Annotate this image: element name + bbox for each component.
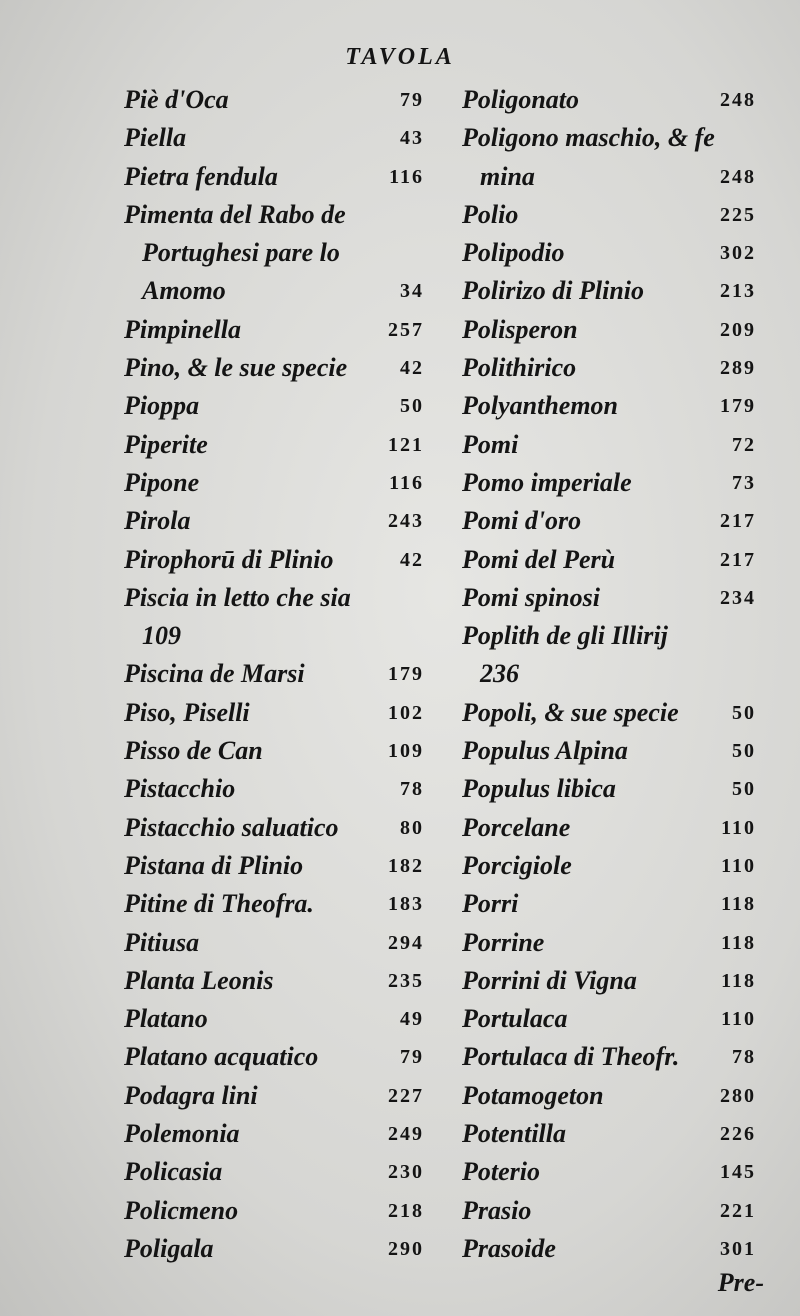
entry-page-number: 217	[720, 510, 756, 533]
entry-name: Policmeno	[124, 1195, 239, 1225]
index-entry	[462, 579, 756, 617]
entry-name: Pioppa	[124, 391, 200, 421]
entry-name: Pitine di Theofra.	[124, 889, 314, 919]
entry-page-number: 213	[720, 280, 756, 303]
index-entry	[462, 464, 756, 502]
entry-page-number: 145	[720, 1161, 756, 1184]
entry-name: Poligonato	[462, 85, 580, 114]
index-entry	[462, 694, 756, 732]
entry-page-number: 78	[732, 1046, 756, 1069]
entry-name: Pipone	[124, 467, 200, 497]
entry-page-number: 217	[720, 548, 756, 571]
entry-name: Porrini di Vigna	[462, 965, 637, 995]
entry-name: Pisso de Can	[124, 736, 263, 766]
entry-name: Poplith de gli Illirij	[462, 621, 668, 651]
entry-name: Poterio	[462, 1157, 540, 1187]
index-entry	[462, 655, 756, 693]
entry-page-number: 290	[388, 1237, 424, 1260]
entry-name: Portulaca di Theofr.	[462, 1042, 680, 1072]
entry-name: Polyanthemon	[462, 391, 619, 421]
index-entry	[124, 579, 424, 617]
entry-name: Populus Alpina	[462, 736, 628, 766]
index-entry	[124, 694, 424, 732]
index-entry	[124, 311, 424, 349]
index-entry	[462, 196, 756, 234]
index-entry	[124, 1230, 424, 1268]
entry-name: Pistacchio	[124, 774, 236, 804]
entry-page-number: 110	[721, 1008, 756, 1031]
entry-name: Podagra lini	[124, 1080, 258, 1110]
index-entry	[124, 1077, 424, 1115]
index-entry	[462, 158, 756, 196]
index-entry	[124, 272, 424, 310]
entry-name: Polio	[462, 199, 519, 229]
entry-page-number: 72	[732, 433, 756, 456]
index-entry	[124, 847, 424, 885]
entry-name: Porcigiole	[462, 850, 572, 880]
entry-name: Piso, Piselli	[124, 697, 250, 727]
index-entry	[462, 234, 756, 272]
entry-page-number: 50	[732, 778, 756, 801]
index-entry	[462, 732, 756, 770]
entry-page-number: 118	[721, 893, 756, 916]
entry-name: Pitiusa	[124, 927, 200, 957]
entry-name: Pietra fendula	[124, 161, 278, 191]
catchword: Pre-	[717, 1268, 764, 1297]
entry-name: Potamogeton	[462, 1080, 604, 1110]
entry-name: Polisperon	[462, 314, 578, 344]
right-index-column	[462, 81, 756, 1268]
entry-page-number: 118	[721, 931, 756, 954]
entry-name: Pistana di Plinio	[124, 850, 304, 880]
entry-name: Pomo imperiale	[462, 467, 632, 497]
index-entry	[124, 885, 424, 923]
entry-page-number: 226	[720, 1123, 756, 1146]
index-entry	[462, 962, 756, 1000]
entry-name: Pomi del Perù	[462, 544, 616, 574]
index-entry	[462, 1077, 756, 1115]
index-entry	[124, 1153, 424, 1191]
page-header: TAVOLA	[345, 44, 455, 70]
index-entry	[462, 541, 756, 579]
entry-page-number: 109	[388, 740, 424, 763]
entry-name: Piscina de Marsi	[124, 659, 305, 689]
index-entry	[462, 1153, 756, 1191]
index-entry	[124, 732, 424, 770]
entry-name: Polirizo di Plinio	[462, 276, 645, 306]
entry-name: Pomi d'oro	[462, 506, 582, 536]
entry-name: 109	[142, 621, 181, 651]
entry-name: Poligono maschio, & fe	[462, 123, 715, 153]
entry-name: Platano	[124, 1004, 208, 1034]
entry-page-number: 209	[720, 318, 756, 341]
entry-name: Pomi spinosi	[462, 582, 600, 612]
index-entry	[462, 119, 756, 157]
index-entry	[124, 81, 424, 119]
entry-page-number: 42	[400, 357, 424, 380]
entry-name: Platano acquatico	[124, 1042, 319, 1072]
index-entry	[124, 349, 424, 387]
entry-name: Piperite	[124, 429, 208, 459]
index-entry	[462, 847, 756, 885]
entry-page-number: 235	[388, 969, 424, 992]
index-entry	[124, 387, 424, 425]
entry-page-number: 49	[400, 1008, 424, 1031]
entry-page-number: 280	[720, 1084, 756, 1107]
index-entry	[124, 541, 424, 579]
index-entry	[124, 924, 424, 962]
entry-page-number: 221	[720, 1199, 756, 1222]
entry-page-number: 50	[732, 740, 756, 763]
entry-name: Piella	[124, 123, 187, 153]
index-entry	[462, 426, 756, 464]
index-entry	[124, 234, 424, 272]
entry-name: mina	[480, 161, 535, 191]
index-entry	[462, 502, 756, 540]
entry-name: Prasoide	[462, 1233, 556, 1263]
entry-name: Pimpinella	[124, 314, 241, 344]
entry-name: Popoli, & sue specie	[462, 697, 679, 727]
index-entry	[124, 196, 424, 234]
entry-page-number: 116	[389, 165, 424, 188]
index-entry	[462, 809, 756, 847]
entry-page-number: 116	[389, 471, 424, 494]
entry-name: Portulaca	[462, 1004, 568, 1034]
entry-name: Pomi	[462, 429, 519, 459]
entry-page-number: 243	[388, 510, 424, 533]
index-entry	[124, 809, 424, 847]
entry-page-number: 50	[400, 395, 424, 418]
entry-name: Pino, & le sue specie	[124, 353, 348, 383]
entry-page-number: 249	[388, 1123, 424, 1146]
entry-page-number: 79	[400, 1046, 424, 1069]
entry-page-number: 225	[720, 203, 756, 226]
entry-name: Piè d'Oca	[124, 85, 229, 114]
index-entry	[462, 617, 756, 655]
index-entry	[124, 1000, 424, 1038]
entry-page-number: 248	[720, 89, 756, 111]
entry-name: Pirophorū di Plinio	[124, 544, 334, 574]
index-entry	[462, 387, 756, 425]
index-entry	[124, 655, 424, 693]
entry-name: Planta Leonis	[124, 965, 274, 995]
entry-page-number: 301	[720, 1237, 756, 1260]
index-entry	[462, 311, 756, 349]
entry-page-number: 110	[721, 816, 756, 839]
entry-page-number: 227	[388, 1084, 424, 1107]
entry-page-number: 182	[388, 854, 424, 877]
index-entry	[462, 272, 756, 310]
index-entry	[462, 1115, 756, 1153]
index-entry	[462, 770, 756, 808]
entry-name: Polipodio	[462, 238, 565, 268]
entry-page-number: 302	[720, 242, 756, 265]
index-entry	[124, 1192, 424, 1230]
entry-page-number: 73	[732, 471, 756, 494]
entry-page-number: 78	[400, 778, 424, 801]
index-entry	[462, 1038, 756, 1076]
index-entry	[124, 464, 424, 502]
entry-name: Porrine	[462, 927, 545, 957]
index-entry	[462, 924, 756, 962]
index-entry	[124, 617, 424, 655]
entry-name: Portughesi pare lo	[142, 238, 340, 268]
entry-page-number: 218	[388, 1199, 424, 1222]
entry-page-number: 118	[721, 969, 756, 992]
entry-name: Polithirico	[462, 353, 577, 383]
entry-name: Poligala	[124, 1233, 214, 1263]
entry-page-number: 248	[720, 165, 756, 188]
index-entry	[124, 1038, 424, 1076]
entry-page-number: 289	[720, 357, 756, 380]
entry-page-number: 121	[388, 433, 424, 456]
entry-page-number: 257	[388, 318, 424, 341]
entry-page-number: 230	[388, 1161, 424, 1184]
entry-name: Populus libica	[462, 774, 616, 804]
entry-name: Policasia	[124, 1157, 223, 1187]
entry-name: Piscia in letto che sia	[124, 582, 351, 612]
entry-page-number: 294	[388, 931, 424, 954]
entry-name: Pistacchio saluatico	[124, 812, 339, 842]
entry-name: Pimenta del Rabo de	[124, 199, 346, 229]
entry-page-number: 179	[388, 663, 424, 686]
entry-name: Potentilla	[462, 1119, 566, 1149]
entry-page-number: 179	[720, 395, 756, 418]
index-entry	[124, 962, 424, 1000]
entry-name: 236	[480, 659, 519, 689]
index-entry	[124, 770, 424, 808]
index-entry	[462, 885, 756, 923]
index-entry	[462, 81, 756, 119]
index-entry	[124, 119, 424, 157]
entry-page-number: 183	[388, 893, 424, 916]
entry-page-number: 80	[400, 816, 424, 839]
entry-page-number: 43	[400, 127, 424, 150]
entry-name: Polemonia	[124, 1119, 240, 1149]
left-index-column	[124, 81, 424, 1268]
entry-page-number: 79	[400, 89, 424, 111]
entry-page-number: 110	[721, 854, 756, 877]
entry-name: Porcelane	[462, 812, 571, 842]
entry-page-number: 102	[388, 701, 424, 724]
index-entry	[462, 1000, 756, 1038]
index-entry	[124, 158, 424, 196]
entry-page-number: 234	[720, 586, 756, 609]
entry-page-number: 34	[400, 280, 424, 303]
entry-name: Amomo	[142, 276, 226, 306]
index-entry	[124, 1115, 424, 1153]
index-entry	[124, 502, 424, 540]
entry-page-number: 42	[400, 548, 424, 571]
entry-name: Prasio	[462, 1195, 532, 1225]
entry-name: Porri	[462, 889, 519, 919]
index-entry	[462, 1192, 756, 1230]
entry-page-number: 50	[732, 701, 756, 724]
index-entry	[124, 426, 424, 464]
index-entry	[462, 349, 756, 387]
entry-name: Pirola	[124, 506, 191, 536]
index-entry	[462, 1230, 756, 1268]
